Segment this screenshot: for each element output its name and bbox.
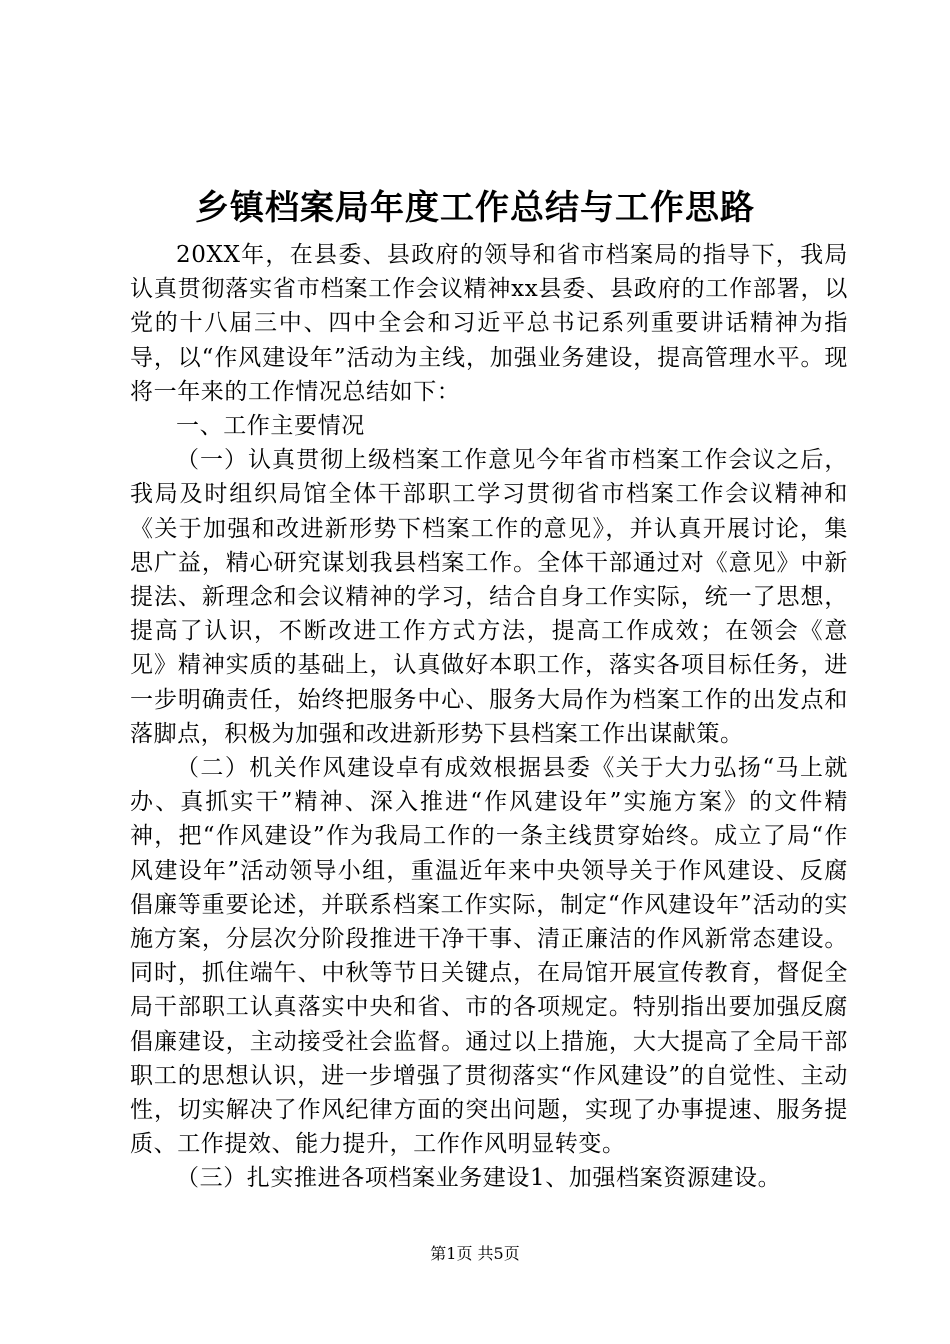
section-heading: 一、工作主要情况 xyxy=(176,413,365,440)
intro-paragraph: 20XX年，在县委、县政府的领导和省市档案局的指导下，我局认真贯彻落实省市档案工作会议精神xx县委、县政府的工作部署，以党的十八届三中、四中全会和习近平总书记系列重要讲话精神为指导，以“作风建设年”活动为主线，加强业务建设，提高管理水平。现将一年来的工作情况总结如下： xyxy=(130,242,848,405)
section-paragraph-2: （二）机关作风建设卓有成效根据县委《关于大力弘扬“马上就办、真抓实干”精神、深入推进“作风建设年”实施方案》的文件精神，把“作风建设”作为我局工作的一条主线贯穿始终。成立了局“作风建设年”活动领导小组，重温近年来中央领导关于作风建设、反腐倡廉等重要论述，并联系档案工作实际，制定“作风建设年”活动的实施方案，分层次分阶段推进干净干事、清正廉洁的作风新常态建设。同时，抓住端午、中秋等节日关键点，在局馆开展宣传教育，督促全局干部职工认真落实中央和省、市的各项规定。特别指出要加强反腐倡廉建设，主动接受社会监督。通过以上措施，大大提高了全局干部职工的思想认识，进一步增强了贯彻落实“作风建设”的自觉性、主动性，切实解决了作风纪律方面的突出问题，实现了办事提速、服务提质、工作提效、能力提升，工作作风明显转变。 xyxy=(130,755,848,1158)
section-paragraph-1: （一）认真贯彻上级档案工作意见今年省市档案工作会议之后，我局及时组织局馆全体干部职工学习贯彻省市档案工作会议精神和《关于加强和改进新形势下档案工作的意见》，并认真开展讨论，集思广益，精心研究谋划我县档案工作。全体干部通过对《意见》中新提法、新理念和会议精神的学习，结合自身工作实际，统一了思想，提高了认识，不断改进工作方式方法，提高工作成效；在领会《意见》精神实质的基础上，认真做好本职工作，落实各项目标任务，进一步明确责任，始终把服务中心、服务大局作为档案工作的出发点和落脚点，积极为加强和改进新形势下县档案工作出谋献策。 xyxy=(130,447,848,747)
page-number: 第1页 共5页 xyxy=(430,1244,520,1263)
section-paragraph-3: （三）扎实推进各项档案业务建设1、加强档案资源建设。 xyxy=(176,1165,782,1192)
document-body xyxy=(130,238,848,1196)
document-title: 乡镇档案局年度工作总结与工作思路 xyxy=(195,188,755,228)
